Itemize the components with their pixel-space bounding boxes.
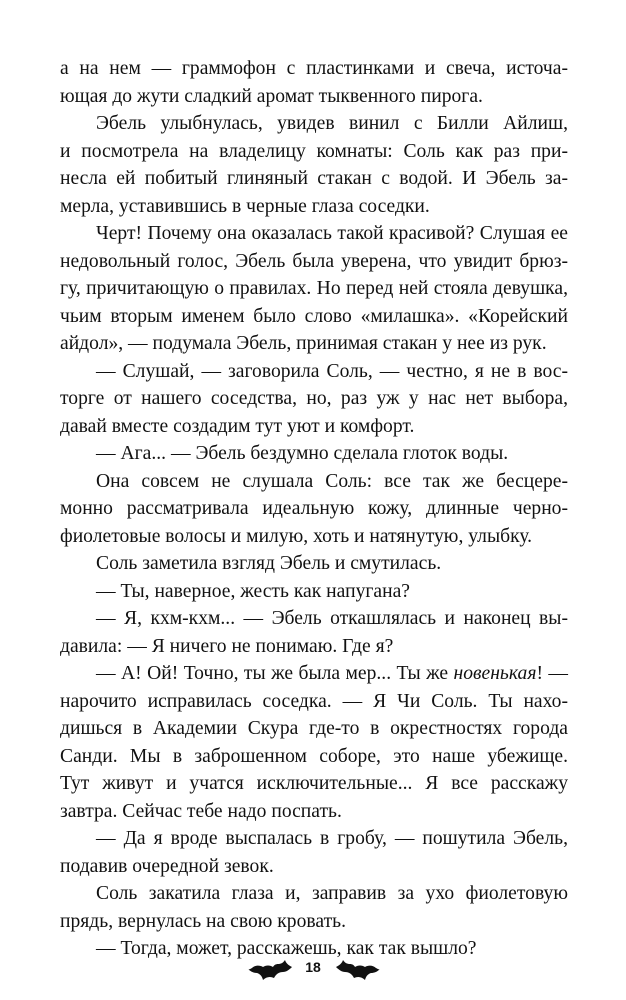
- text-line: а на нем — граммофон с пластинками и свеча, источа-: [60, 58, 568, 79]
- text-line: — Ты, наверное, жесть как напугана?: [96, 580, 410, 602]
- text-line: завтра. Сейчас тебе надо поспать.: [60, 800, 342, 822]
- body-text: [60, 55, 568, 963]
- text-line: айдол», — подумала Эбель, принимая стакан у нее из рук.: [60, 333, 547, 354]
- text-line: недовольный голос, Эбель была уверена, что увидит брюз-: [60, 250, 568, 272]
- text-line: давай вместе создадим тут уют и комфорт.: [60, 415, 415, 437]
- text-line: — Тогда, может, расскажешь, как так вышло?: [96, 938, 477, 959]
- text-line: мерла, уставившись в черные глаза соседки.: [60, 195, 430, 217]
- text-line: несла ей побитый глиняный стакан с водой. И Эбель за-: [60, 168, 568, 189]
- text-line: Санди. Мы в заброшенном соборе, это наше убежище.: [60, 745, 568, 767]
- text-segment: ! —: [536, 663, 568, 684]
- text-line: монно рассматривала идеальную кожу, длинные черно-: [60, 498, 568, 519]
- text-line: Черт! Почему она оказалась такой красивой? Слушая ее: [96, 223, 568, 244]
- text-line: давила: — Я ничего не понимаю. Где я?: [60, 635, 394, 657]
- text-line: — Ага... — Эбель бездумно сделала глоток воды.: [96, 443, 509, 464]
- text-line: гу, причитающую о правилах. Но перед ней стояла девушка,: [60, 278, 568, 299]
- text-line: Тут живут и учатся исключительные... Я все расскажу: [60, 773, 568, 794]
- text-line: Эбель улыбнулась, увидев винил с Билли Айлиш,: [96, 113, 568, 134]
- text-line: — Слушай, — заговорила Соль, — честно, я не в вос-: [96, 360, 568, 382]
- text-line: прядь, вернулась на свою кровать.: [60, 910, 346, 932]
- text-line: Она совсем не слушала Соль: все так же бесцере-: [96, 470, 568, 492]
- text-line: нарочито исправилась соседка. — Я Чи Соль. Ты нахо-: [60, 690, 568, 712]
- text-line: Соль заметила взгляд Эбель и смутилась.: [96, 553, 442, 574]
- text-line: Соль закатила глаза и, заправив за ухо фиолетовую: [96, 883, 568, 904]
- text-line: — Да я вроде выспалась в гробу, — пошутила Эбель,: [96, 828, 568, 849]
- text-line: и посмотрела на владелицу комнаты: Соль как раз при-: [60, 140, 568, 162]
- page-number: 18: [305, 959, 321, 975]
- text-line: ющая до жути сладкий аромат тыквенного пирога.: [60, 85, 483, 107]
- text-line-italic: [60, 660, 568, 688]
- italic-word: новенькая: [453, 663, 537, 684]
- text-line: дишься в Академии Скура где-то в окрестностях города: [60, 718, 568, 739]
- text-segment: — А! Ой! Точно, ты же была мер... Ты же: [96, 663, 449, 684]
- text-line: фиолетовые волосы и милую, хоть и натянутую, улыбку.: [60, 525, 533, 547]
- page-footer: [0, 953, 626, 993]
- text-line: торге от нашего соседства, но, раз уж у нас нет выбора,: [60, 388, 568, 409]
- bat-icon: [336, 957, 380, 987]
- text-line: — Я, кхм-кхм... — Эбель откашлялась и наконец вы-: [96, 608, 568, 629]
- text-line: чьим вторым именем было слово «милашка». «Корейский: [60, 305, 568, 327]
- text-line: подавив очередной зевок.: [60, 855, 274, 877]
- bat-icon: [248, 957, 292, 987]
